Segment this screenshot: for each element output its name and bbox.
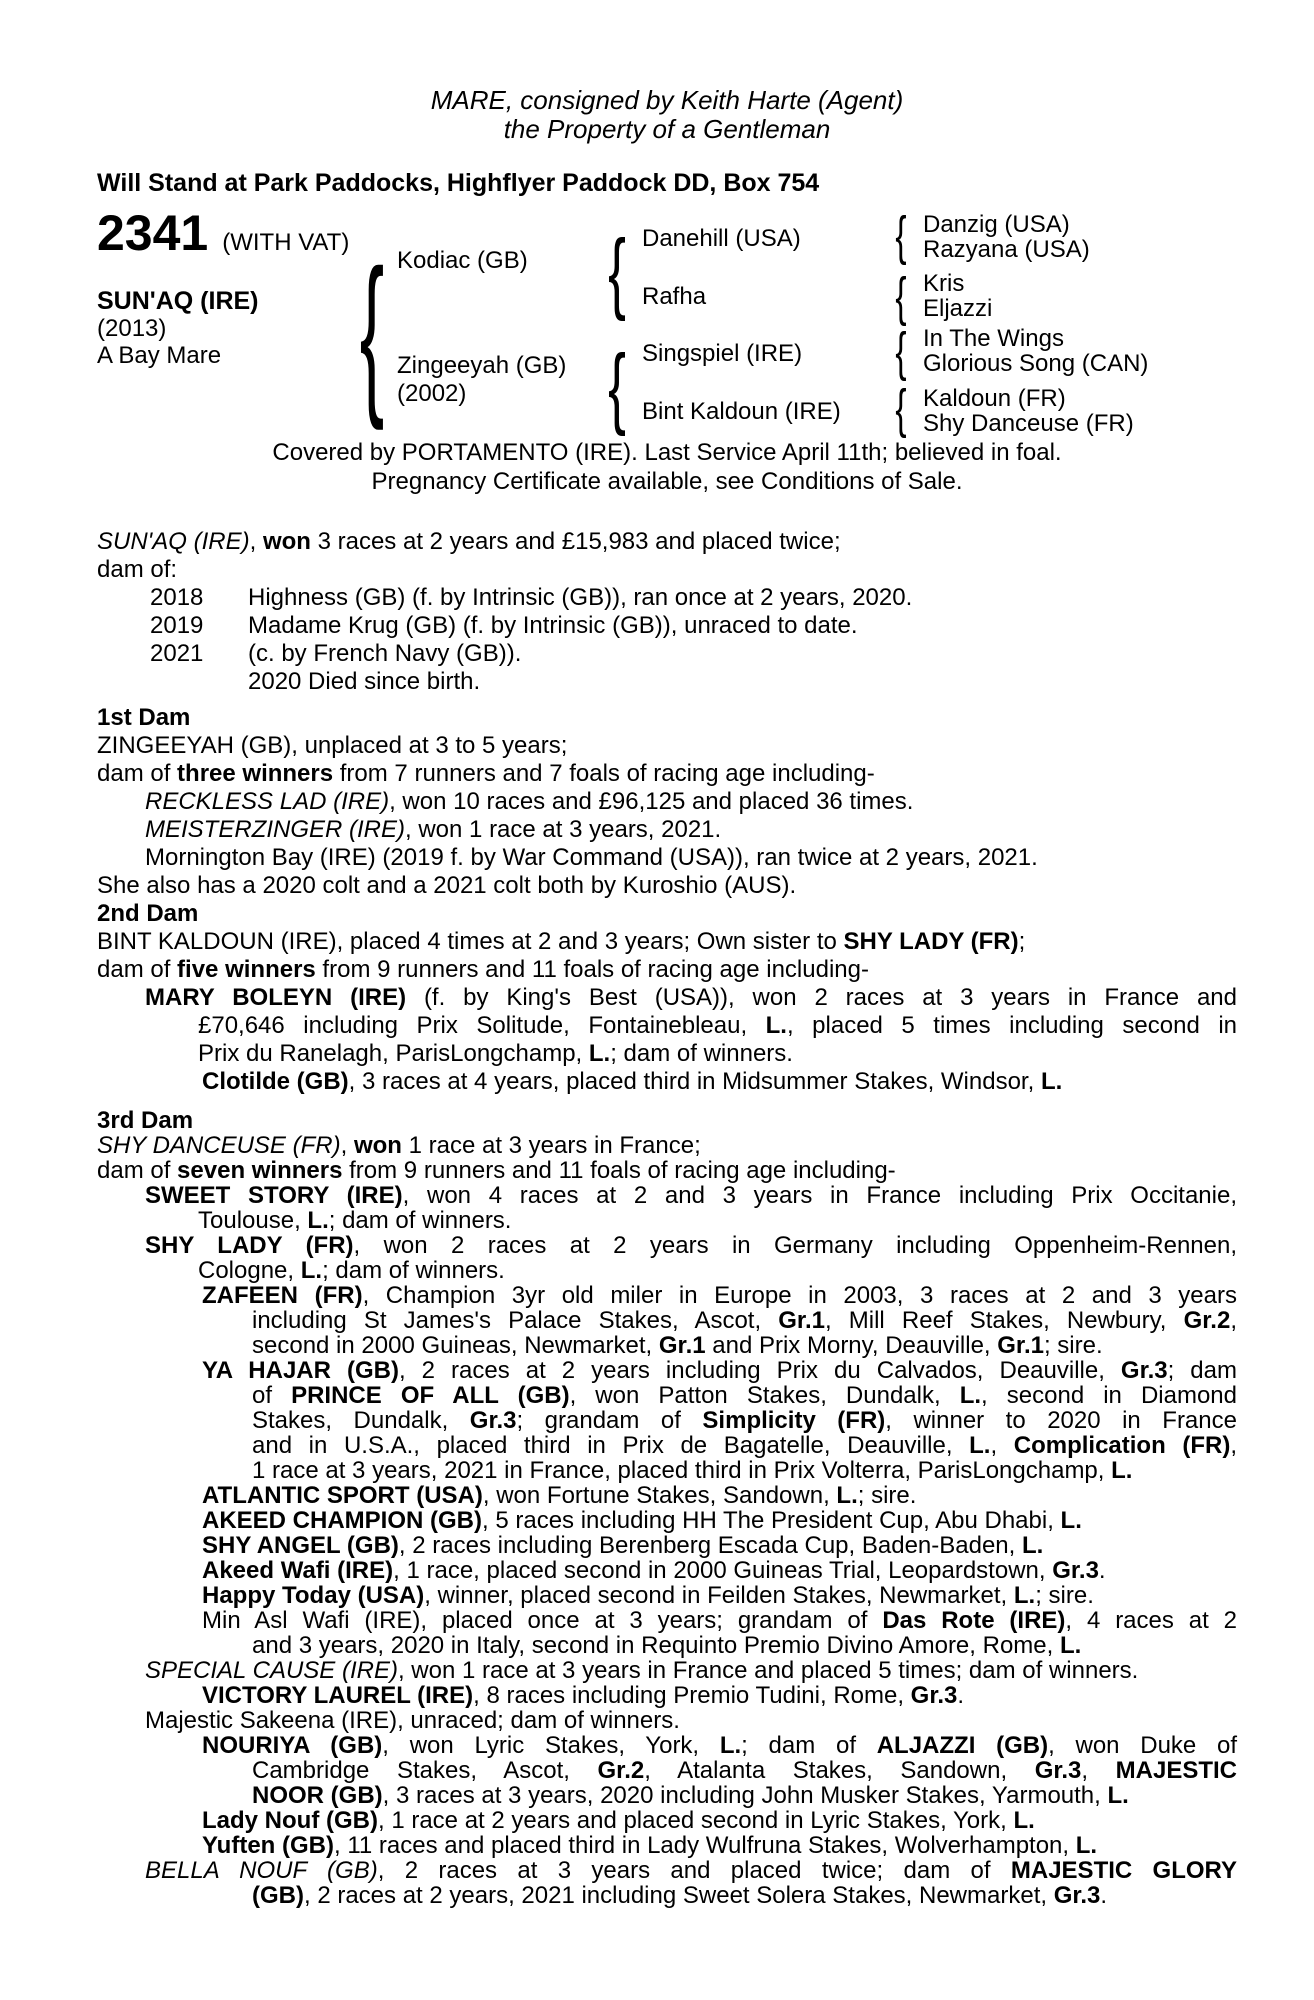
consignment-header [97,86,1237,144]
catalogue-line [97,1508,1237,1533]
text-segment: PRINCE OF ALL (GB) [291,1382,570,1409]
text-segment: L. [1013,1807,1035,1834]
text-segment: ; sire. [857,1482,917,1509]
catalogue-line [97,900,1237,928]
catalogue-line [97,956,1237,984]
catalogue-line [97,640,1237,668]
dam-name: Zingeeyah (GB) [397,352,567,379]
text-segment: , [249,528,263,555]
text-segment: Happy Today (USA) [202,1582,425,1609]
text-segment: SPECIAL CAUSE (IRE) [145,1657,398,1684]
horse-name: SUN'AQ (IRE) [97,287,259,315]
catalogue-line [97,1683,1237,1708]
brace-icon [895,209,906,263]
text-segment: Gr.3 [1034,1757,1082,1784]
catalogue-line [97,1068,1237,1096]
text-segment: 1 race at 3 years, 2021 in France, placed third in Prix Volterra, ParisLongchamp, [252,1457,1112,1484]
vat-note: (WITH VAT) [222,229,350,256]
text-segment: , [340,1132,354,1159]
text-segment: ; grandam of [516,1407,703,1434]
text-segment: Akeed Wafi (IRE) [202,1557,394,1584]
text-segment: AKEED CHAMPION (GB) [202,1507,482,1534]
text-segment: , Mill Reef Stakes, Newbury, [824,1307,1184,1334]
text-segment: , [1081,1757,1116,1784]
catalogue-line [97,1808,1237,1833]
page-content [0,86,1314,1908]
catalogue-line [97,1012,1237,1040]
consignment-line: MARE, consigned by Keith Harte (Agent) [430,85,904,115]
grandsire-name: Danehill (USA) [642,225,801,252]
text-segment: L. [1060,1507,1082,1534]
granddam-name: Bint Kaldoun (IRE) [642,398,841,425]
stand-location-line: Will Stand at Park Paddocks, Highflyer Paddock DD, Box 754 [97,169,820,197]
catalogue-line [97,1733,1237,1758]
catalogue-line [97,732,1237,760]
text-segment: 1 race at 3 years in France; [401,1132,701,1159]
text-segment: won [353,1132,402,1159]
text-segment: Prix du Ranelagh, ParisLongchamp, [198,1040,589,1067]
catalogue-line [97,1183,1237,1208]
text-segment: SHY LADY (FR) [843,928,1019,955]
text-segment: Gr.1 [997,1332,1044,1359]
pedigree-ancestor-name: Razyana (USA) [923,236,1090,263]
text-segment: MAJESTIC GLORY [1010,1857,1237,1884]
catalogue-line [97,1208,1237,1233]
text-segment: , 2 races at 2 years including Prix du Calvados, Deauville, [398,1357,1121,1384]
text-segment: seven winners [177,1157,343,1184]
pedigree-ancestor-name: Kris [923,270,965,297]
brace-icon [608,227,626,317]
text-segment: of [252,1382,292,1409]
text-segment: and in U.S.A., placed third in Prix de Bagatelle, Deauville, [252,1432,970,1459]
text-segment: She also has a 2020 colt and a 2021 colt both by Kuroshio (AUS). [97,872,797,899]
horse-description: A Bay Mare [97,342,222,369]
text-segment: 3 races at 2 years and £15,983 and placed twice; [310,528,841,555]
text-segment: second in 2000 Guineas, Newmarket, [252,1332,659,1359]
text-segment: NOOR (GB) [252,1782,383,1809]
text-segment: ZINGEEYAH (GB), unplaced at 3 to 5 years; [97,732,568,759]
great-grandparents-pair [923,326,1148,376]
third-dam-section [97,1108,1237,1908]
catalogue-line [97,528,1237,556]
property-line: the Property of a Gentleman [503,114,831,144]
brace-icon [608,342,626,432]
text-segment: BINT KALDOUN (IRE), placed 4 times at 2 and 3 years; Own sister to [97,928,844,955]
text-segment: , won Patton Stakes, Dundalk, [569,1382,960,1409]
produce-year: 2021 [150,640,204,667]
text-segment: Mornington Bay (IRE) (2019 f. by War Command (USA)), ran twice at 2 years, 2021. [145,844,1038,871]
text-segment: , won 1 race at 3 years in France and placed 5 times; dam of winners. [397,1657,1139,1684]
text-segment: , [1230,1307,1237,1334]
catalogue-line [97,584,1237,612]
text-segment: Toulouse, [198,1207,308,1234]
catalogue-line [97,872,1237,900]
text-segment: Gr.2 [1183,1307,1231,1334]
text-segment: RECKLESS LAD (IRE) [145,788,390,815]
text-segment: MARY BOLEYN (IRE) [145,984,407,1011]
text-segment: , Atalanta Stakes, Sandown, [644,1757,1035,1784]
text-segment: ; dam [1167,1357,1237,1384]
brace-icon [895,325,906,379]
text-segment: ; dam of winners. [610,1040,793,1067]
text-segment: Highness (GB) (f. by Intrinsic (GB)), ran once at 2 years, 2020. [248,584,913,611]
text-segment: , won 1 race at 3 years, 2021. [405,816,722,843]
sire-name: Kodiac (GB) [397,247,528,274]
text-segment: Complication (FR) [1013,1432,1231,1459]
text-segment: L. [1059,1632,1082,1659]
text-segment: dam of [97,760,178,787]
text-segment: from 7 runners and 7 foals of racing age including- [333,760,875,787]
text-segment: L. [1075,1832,1098,1859]
text-segment: . [1100,1882,1108,1909]
catalogue-line [97,1283,1237,1308]
pedigree-ancestor-name: In The Wings [923,325,1064,352]
text-segment: Madame Krug (GB) (f. by Intrinsic (GB)), unraced to date. [248,612,858,639]
text-segment: L. [300,1257,323,1284]
pedigree-table [97,198,1237,438]
text-segment: five winners [177,956,316,983]
text-segment: SUN'AQ (IRE) [97,528,250,555]
text-segment: , second in Diamond [981,1382,1238,1409]
brace-icon [360,245,384,422]
text-segment: (GB) [252,1882,304,1909]
catalogue-line [97,1158,1237,1183]
text-segment: SHY DANCEUSE (FR) [97,1132,341,1159]
text-segment: Gr.3 [1120,1357,1168,1384]
text-segment: Lady Nouf (GB) [202,1807,378,1834]
text-segment: , [1230,1432,1237,1459]
covering-line: Pregnancy Certificate available, see Conditions of Sale. [371,468,963,495]
text-segment: , 2 races at 2 years, 2021 including Sweet Solera Stakes, Newmarket, [303,1882,1054,1909]
text-segment: , 4 races at 2 [1065,1607,1237,1634]
text-segment: . [957,1682,965,1709]
text-segment: L. [969,1432,991,1459]
text-segment: L. [719,1732,742,1759]
text-segment: £70,646 including Prix Solitude, Fontainebleau, [198,1012,766,1039]
text-segment: Stakes, Dundalk, [252,1407,470,1434]
text-segment: ZAFEEN (FR) [202,1282,363,1309]
text-segment: BELLA NOUF (GB) [145,1857,378,1884]
covering-statement [97,438,1237,496]
text-segment: Cambridge Stakes, Ascot, [252,1757,598,1784]
catalogue-line [97,1333,1237,1358]
produce-year: 2019 [150,612,204,639]
text-segment: 1st Dam [97,704,191,731]
text-segment: SHY ANGEL (GB) [202,1532,399,1559]
pedigree-ancestor-name: Shy Danceuse (FR) [923,410,1134,437]
great-grandparents-pair [923,271,992,321]
pedigree-ancestor-name: Danzig (USA) [923,211,1070,238]
text-segment: MAJESTIC [1115,1757,1238,1784]
text-segment: Simplicity (FR) [702,1407,886,1434]
text-segment: Gr.1 [778,1307,825,1334]
text-segment: , won 2 races at 2 years in Germany including Oppenheim-Rennen, [353,1232,1237,1259]
text-segment: from 9 runners and 11 foals of racing age including- [342,1157,896,1184]
catalogue-line [97,1533,1237,1558]
dam-foaling-year: (2002) [397,380,467,407]
grandsire-name: Singspiel (IRE) [642,340,803,367]
text-segment: , 3 races at 4 years, placed third in Midsummer Stakes, Windsor, [348,1068,1041,1095]
text-segment: , 1 race, placed second in 2000 Guineas Trial, Leopardstown, [393,1557,1053,1584]
text-segment: L. [959,1382,982,1409]
catalogue-line [97,844,1237,872]
catalogue-line [97,1233,1237,1258]
catalogue-line [97,1108,1237,1133]
text-segment: dam of: [97,556,178,583]
text-segment: L. [836,1482,858,1509]
catalogue-line [97,1608,1237,1633]
great-grandparents-pair [923,212,1090,262]
catalogue-line [97,1708,1237,1733]
text-segment: , 5 races including HH The President Cup, Abu Dhabi, [482,1507,1061,1534]
text-segment: ; [1018,928,1026,955]
catalogue-line [97,1833,1237,1858]
text-segment: , won Lyric Stakes, York, [382,1732,720,1759]
second-dam-section [97,900,1237,1096]
text-segment: , winner to 2020 in France [885,1407,1237,1434]
catalogue-line [97,1358,1237,1383]
catalogue-line [97,1458,1237,1483]
text-segment: , 11 races and placed third in Lady Wulfruna Stakes, Wolverhampton, [334,1832,1076,1859]
text-segment: L. [588,1040,611,1067]
text-segment: , won Duke of [1048,1732,1238,1759]
catalogue-line [97,1558,1237,1583]
catalogue-line [97,1783,1237,1808]
great-grandparents-pair [923,386,1134,436]
text-segment: , 2 races including Berenberg Escada Cup, Baden-Baden, [398,1532,1022,1559]
text-segment: and 3 years, 2020 in Italy, second in Requinto Premio Divino Amore, Rome, [252,1632,1060,1659]
granddam-name: Rafha [642,283,707,310]
text-segment: , 8 races including Premio Tudini, Rome, [473,1682,911,1709]
catalogue-line [97,1433,1237,1458]
first-dam-section [97,704,1237,900]
text-segment: L. [1040,1068,1063,1095]
catalogue-line [97,1040,1237,1068]
catalogue-line [97,1308,1237,1333]
text-segment: Gr.3 [1053,1882,1101,1909]
text-segment: dam of [97,1157,178,1184]
text-segment: Clotilde (GB) [202,1068,349,1095]
text-segment: , winner, placed second in Feilden Stakes, Newmarket, [424,1582,1014,1609]
text-segment: 2nd Dam [97,900,199,927]
text-segment: Gr.2 [597,1757,645,1784]
text-segment: L. [1013,1582,1036,1609]
produce-year: 2018 [150,584,204,611]
horse-identity [97,288,259,369]
text-segment: Gr.3 [469,1407,517,1434]
pedigree-ancestor-name: Eljazzi [923,295,993,322]
catalogue-line [97,704,1237,732]
text-segment: ; sire. [1035,1582,1094,1609]
text-segment: , won Fortune Stakes, Sandown, [482,1482,837,1509]
text-segment: , won 10 races and £96,125 and placed 36 times. [389,788,914,815]
catalogue-line [97,1258,1237,1283]
catalogue-line [97,1583,1237,1608]
race-record-section [97,528,1237,696]
text-segment: Yuften (GB) [202,1832,334,1859]
text-segment: SWEET STORY (IRE) [145,1182,403,1209]
catalogue-line [97,1633,1237,1658]
catalogue-line [97,1133,1237,1158]
text-segment: from 9 runners and 11 foals of racing age including- [315,956,869,983]
horse-foaling-year: (2013) [97,315,167,342]
catalogue-line [97,928,1237,956]
text-segment: L. [765,1012,787,1039]
text-segment: SHY LADY (FR) [145,1232,354,1259]
text-segment: won [262,528,311,555]
text-segment: YA HAJAR (GB) [202,1357,399,1384]
text-segment: MEISTERZINGER (IRE) [145,816,406,843]
catalogue-line [97,1483,1237,1508]
covering-line: Covered by PORTAMENTO (IRE). Last Service April 11th; believed in foal. [272,439,1062,466]
catalogue-line [97,612,1237,640]
catalogue-line [97,556,1237,584]
text-segment: ATLANTIC SPORT (USA) [202,1482,483,1509]
text-segment: including St James's Palace Stakes, Ascot, [252,1307,779,1334]
text-segment: Majestic Sakeena (IRE), unraced; dam of winners. [145,1707,680,1734]
text-segment: ; dam of winners. [328,1207,512,1234]
text-segment: (f. by King's Best (USA)), won 2 races at 3 years in France and [406,984,1237,1011]
catalogue-line [97,1383,1237,1408]
brace-icon [895,270,906,324]
text-segment: and Prix Morny, Deauville, [705,1332,998,1359]
catalogue-line [97,1408,1237,1433]
text-segment: ; dam of winners. [322,1257,505,1284]
catalogue-line [97,760,1237,788]
text-segment: L. [1111,1457,1133,1484]
catalogue-line [97,1658,1237,1683]
text-segment: L. [307,1207,329,1234]
text-segment: L. [1107,1782,1129,1809]
catalogue-line [97,816,1237,844]
text-segment: , [990,1432,1014,1459]
text-segment: Min Asl Wafi (IRE), placed once at 3 years; grandam of [202,1607,883,1634]
text-segment: ; sire. [1043,1332,1103,1359]
pedigree-ancestor-name: Glorious Song (CAN) [923,350,1149,377]
text-segment: Das Rote (IRE) [882,1607,1066,1634]
text-segment: , 2 races at 3 years and placed twice; dam of [377,1857,1011,1884]
catalogue-line [97,984,1237,1012]
pedigree-ancestor-name: Kaldoun (FR) [923,385,1066,412]
catalogue-line [97,1883,1237,1908]
brace-icon [895,382,906,436]
catalogue-line [97,668,1237,696]
text-segment: , placed 5 times including second in [786,1012,1237,1039]
text-segment: three winners [177,760,334,787]
text-segment: L. [1021,1532,1044,1559]
text-segment: NOURIYA (GB) [202,1732,383,1759]
lot-number: 2341 [97,205,209,261]
text-segment: , 1 race at 2 years and placed second in Lyric Stakes, York, [377,1807,1014,1834]
catalogue-line [97,788,1237,816]
text-segment: Cologne, [198,1257,301,1284]
text-segment: ALJAZZI (GB) [876,1732,1049,1759]
lot-row [97,204,349,262]
text-segment: 3rd Dam [97,1107,194,1134]
text-segment: Gr.3 [1052,1557,1099,1584]
catalogue-line [97,1858,1237,1883]
text-segment: . [1098,1557,1106,1584]
text-segment: , Champion 3yr old miler in Europe in 2003, 3 races at 2 and 3 years [362,1282,1237,1309]
text-segment: Gr.1 [658,1332,706,1359]
text-segment: , won 4 races at 2 and 3 years in France including Prix Occitanie, [402,1182,1237,1209]
catalogue-line [97,1758,1237,1783]
text-segment: dam of [97,956,178,983]
text-segment: , 3 races at 3 years, 2020 including John Musker Stakes, Yarmouth, [382,1782,1108,1809]
text-segment: Gr.3 [910,1682,958,1709]
text-segment: VICTORY LAUREL (IRE) [202,1682,474,1709]
text-segment: (c. by French Navy (GB)). [248,640,522,667]
text-segment: 2020 Died since birth. [248,668,481,695]
text-segment: ; dam of [741,1732,877,1759]
